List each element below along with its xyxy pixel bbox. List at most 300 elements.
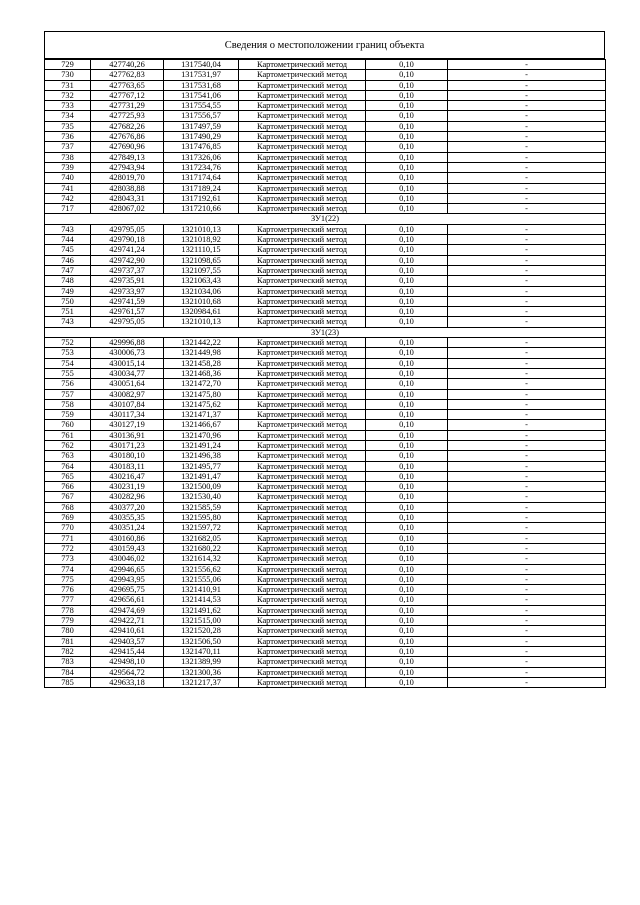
description-cell: -: [448, 616, 606, 626]
description-cell: -: [448, 152, 606, 162]
x-coordinate-cell: 430082,97: [91, 389, 164, 399]
point-number-cell: 768: [45, 502, 91, 512]
table-row: [45, 132, 606, 142]
accuracy-cell: 0,10: [366, 152, 448, 162]
description-cell: -: [448, 101, 606, 111]
table-row: [45, 667, 606, 677]
table-row: [45, 513, 606, 523]
accuracy-cell: 0,10: [366, 60, 448, 70]
method-cell: Картометрический метод: [239, 616, 366, 626]
table-row: [45, 70, 606, 80]
point-number-cell: 770: [45, 523, 91, 533]
description-cell: -: [448, 276, 606, 286]
method-cell: Картометрический метод: [239, 492, 366, 502]
table-row: [45, 121, 606, 131]
table-row: [45, 111, 606, 121]
description-cell: -: [448, 358, 606, 368]
method-cell: Картометрический метод: [239, 636, 366, 646]
y-coordinate-cell: 1321515,00: [164, 616, 239, 626]
description-cell: -: [448, 461, 606, 471]
description-cell: -: [448, 80, 606, 90]
method-cell: Картометрический метод: [239, 389, 366, 399]
accuracy-cell: 0,10: [366, 101, 448, 111]
y-coordinate-cell: 1317174,64: [164, 173, 239, 183]
description-cell: -: [448, 636, 606, 646]
accuracy-cell: 0,10: [366, 523, 448, 533]
point-number-cell: 754: [45, 358, 91, 368]
x-coordinate-cell: 429741,59: [91, 296, 164, 306]
y-coordinate-cell: 1321449,98: [164, 348, 239, 358]
x-coordinate-cell: 430159,43: [91, 543, 164, 553]
point-number-cell: 737: [45, 142, 91, 152]
table-row: [45, 492, 606, 502]
accuracy-cell: 0,10: [366, 389, 448, 399]
y-coordinate-cell: 1321471,37: [164, 410, 239, 420]
y-coordinate-cell: 1317556,57: [164, 111, 239, 121]
y-coordinate-cell: 1321414,53: [164, 595, 239, 605]
method-cell: Картометрический метод: [239, 451, 366, 461]
method-cell: Картометрический метод: [239, 461, 366, 471]
point-number-cell: 758: [45, 399, 91, 409]
y-coordinate-cell: 1321010,68: [164, 296, 239, 306]
point-number-cell: 769: [45, 513, 91, 523]
x-coordinate-cell: 430046,02: [91, 554, 164, 564]
x-coordinate-cell: 428038,88: [91, 183, 164, 193]
table-row: [45, 60, 606, 70]
table-row: [45, 348, 606, 358]
method-cell: Картометрический метод: [239, 667, 366, 677]
x-coordinate-cell: 429633,18: [91, 677, 164, 687]
method-cell: Картометрический метод: [239, 265, 366, 275]
y-coordinate-cell: 1321034,06: [164, 286, 239, 296]
y-coordinate-cell: 1321110,15: [164, 245, 239, 255]
table-row: [45, 265, 606, 275]
table-row: [45, 451, 606, 461]
description-cell: -: [448, 224, 606, 234]
x-coordinate-cell: 427943,94: [91, 162, 164, 172]
table-row: [45, 616, 606, 626]
method-cell: Картометрический метод: [239, 358, 366, 368]
table-row: [45, 307, 606, 317]
accuracy-cell: 0,10: [366, 90, 448, 100]
method-cell: Картометрический метод: [239, 554, 366, 564]
table-row: [45, 410, 606, 420]
accuracy-cell: 0,10: [366, 265, 448, 275]
method-cell: Картометрический метод: [239, 162, 366, 172]
y-coordinate-cell: 1321614,32: [164, 554, 239, 564]
point-number-cell: 762: [45, 440, 91, 450]
method-cell: Картометрический метод: [239, 286, 366, 296]
x-coordinate-cell: 428067,02: [91, 204, 164, 214]
section-header-row: [45, 214, 606, 224]
method-cell: Картометрический метод: [239, 379, 366, 389]
point-number-cell: 731: [45, 80, 91, 90]
x-coordinate-cell: 429735,91: [91, 276, 164, 286]
x-coordinate-cell: 429996,88: [91, 338, 164, 348]
accuracy-cell: 0,10: [366, 193, 448, 203]
description-cell: -: [448, 338, 606, 348]
description-cell: -: [448, 204, 606, 214]
description-cell: -: [448, 513, 606, 523]
accuracy-cell: 0,10: [366, 348, 448, 358]
y-coordinate-cell: 1321217,37: [164, 677, 239, 687]
table-row: [45, 80, 606, 90]
description-cell: -: [448, 317, 606, 327]
accuracy-cell: 0,10: [366, 461, 448, 471]
y-coordinate-cell: 1321097,55: [164, 265, 239, 275]
description-cell: -: [448, 554, 606, 564]
table-row: [45, 399, 606, 409]
x-coordinate-cell: 429737,37: [91, 265, 164, 275]
boundary-coordinates-table: [44, 59, 606, 688]
x-coordinate-cell: 428019,70: [91, 173, 164, 183]
point-number-cell: 767: [45, 492, 91, 502]
method-cell: Картометрический метод: [239, 255, 366, 265]
method-cell: Картометрический метод: [239, 235, 366, 245]
description-cell: -: [448, 132, 606, 142]
method-cell: Картометрический метод: [239, 90, 366, 100]
y-coordinate-cell: 1317490,29: [164, 132, 239, 142]
table-row: [45, 204, 606, 214]
accuracy-cell: 0,10: [366, 338, 448, 348]
point-number-cell: 759: [45, 410, 91, 420]
table-row: [45, 255, 606, 265]
y-coordinate-cell: 1321410,91: [164, 585, 239, 595]
point-number-cell: 779: [45, 616, 91, 626]
y-coordinate-cell: 1317476,85: [164, 142, 239, 152]
method-cell: Картометрический метод: [239, 502, 366, 512]
section-header-row: [45, 327, 606, 337]
x-coordinate-cell: 427762,83: [91, 70, 164, 80]
point-number-cell: 765: [45, 471, 91, 481]
accuracy-cell: 0,10: [366, 564, 448, 574]
method-cell: Картометрический метод: [239, 368, 366, 378]
description-cell: -: [448, 492, 606, 502]
method-cell: Картометрический метод: [239, 595, 366, 605]
y-coordinate-cell: 1321098,65: [164, 255, 239, 265]
method-cell: Картометрический метод: [239, 677, 366, 687]
accuracy-cell: 0,10: [366, 533, 448, 543]
method-cell: Картометрический метод: [239, 430, 366, 440]
method-cell: Картометрический метод: [239, 533, 366, 543]
description-cell: -: [448, 595, 606, 605]
x-coordinate-cell: 429761,57: [91, 307, 164, 317]
accuracy-cell: 0,10: [366, 420, 448, 430]
description-cell: -: [448, 605, 606, 615]
x-coordinate-cell: 428043,31: [91, 193, 164, 203]
table-row: [45, 193, 606, 203]
accuracy-cell: 0,10: [366, 173, 448, 183]
method-cell: Картометрический метод: [239, 307, 366, 317]
y-coordinate-cell: 1317541,06: [164, 90, 239, 100]
method-cell: Картометрический метод: [239, 173, 366, 183]
point-number-cell: 760: [45, 420, 91, 430]
method-cell: Картометрический метод: [239, 471, 366, 481]
y-coordinate-cell: 1321682,05: [164, 533, 239, 543]
x-coordinate-cell: 429733,97: [91, 286, 164, 296]
x-coordinate-cell: 429422,71: [91, 616, 164, 626]
method-cell: Картометрический метод: [239, 543, 366, 553]
accuracy-cell: 0,10: [366, 235, 448, 245]
description-cell: -: [448, 70, 606, 80]
y-coordinate-cell: 1317326,06: [164, 152, 239, 162]
description-cell: -: [448, 399, 606, 409]
method-cell: Картометрический метод: [239, 605, 366, 615]
point-number-cell: 756: [45, 379, 91, 389]
x-coordinate-cell: 430015,14: [91, 358, 164, 368]
accuracy-cell: 0,10: [366, 554, 448, 564]
point-number-cell: 739: [45, 162, 91, 172]
method-cell: Картометрический метод: [239, 317, 366, 327]
point-number-cell: 748: [45, 276, 91, 286]
y-coordinate-cell: 1321500,09: [164, 482, 239, 492]
description-cell: -: [448, 90, 606, 100]
accuracy-cell: 0,10: [366, 646, 448, 656]
x-coordinate-cell: 430180,10: [91, 451, 164, 461]
y-coordinate-cell: 1317531,97: [164, 70, 239, 80]
table-row: [45, 358, 606, 368]
table-row: [45, 296, 606, 306]
table-row: [45, 420, 606, 430]
x-coordinate-cell: 429498,10: [91, 657, 164, 667]
table-row: [45, 626, 606, 636]
y-coordinate-cell: 1321556,62: [164, 564, 239, 574]
table-row: [45, 585, 606, 595]
table-row: [45, 224, 606, 234]
y-coordinate-cell: 1321442,22: [164, 338, 239, 348]
point-number-cell: 782: [45, 646, 91, 656]
table-row: [45, 101, 606, 111]
y-coordinate-cell: 1321468,36: [164, 368, 239, 378]
accuracy-cell: 0,10: [366, 204, 448, 214]
table-row: [45, 657, 606, 667]
description-cell: -: [448, 368, 606, 378]
description-cell: -: [448, 173, 606, 183]
x-coordinate-cell: 427767,12: [91, 90, 164, 100]
point-number-cell: 741: [45, 183, 91, 193]
accuracy-cell: 0,10: [366, 574, 448, 584]
table-row: [45, 595, 606, 605]
y-coordinate-cell: 1321470,96: [164, 430, 239, 440]
x-coordinate-cell: 430051,64: [91, 379, 164, 389]
point-number-cell: 732: [45, 90, 91, 100]
x-coordinate-cell: 427690,96: [91, 142, 164, 152]
y-coordinate-cell: 1321506,50: [164, 636, 239, 646]
accuracy-cell: 0,10: [366, 440, 448, 450]
table-row: [45, 523, 606, 533]
point-number-cell: 729: [45, 60, 91, 70]
method-cell: Картометрический метод: [239, 245, 366, 255]
x-coordinate-cell: 429695,75: [91, 585, 164, 595]
description-cell: -: [448, 657, 606, 667]
y-coordinate-cell: 1317497,59: [164, 121, 239, 131]
x-coordinate-cell: 429795,05: [91, 317, 164, 327]
point-number-cell: 734: [45, 111, 91, 121]
table-row: [45, 574, 606, 584]
accuracy-cell: 0,10: [366, 410, 448, 420]
point-number-cell: 766: [45, 482, 91, 492]
y-coordinate-cell: 1321018,92: [164, 235, 239, 245]
description-cell: -: [448, 111, 606, 121]
y-coordinate-cell: 1317234,76: [164, 162, 239, 172]
y-coordinate-cell: 1321555,06: [164, 574, 239, 584]
accuracy-cell: 0,10: [366, 70, 448, 80]
accuracy-cell: 0,10: [366, 430, 448, 440]
description-cell: -: [448, 667, 606, 677]
point-number-cell: 772: [45, 543, 91, 553]
point-number-cell: 738: [45, 152, 91, 162]
x-coordinate-cell: 430107,84: [91, 399, 164, 409]
x-coordinate-cell: 429656,61: [91, 595, 164, 605]
point-number-cell: 730: [45, 70, 91, 80]
y-coordinate-cell: 1321496,38: [164, 451, 239, 461]
table-row: [45, 646, 606, 656]
x-coordinate-cell: 429410,61: [91, 626, 164, 636]
y-coordinate-cell: 1321585,59: [164, 502, 239, 512]
x-coordinate-cell: 430216,47: [91, 471, 164, 481]
table-row: [45, 235, 606, 245]
accuracy-cell: 0,10: [366, 121, 448, 131]
accuracy-cell: 0,10: [366, 224, 448, 234]
document-page: [44, 31, 605, 688]
table-row: [45, 461, 606, 471]
x-coordinate-cell: 430183,11: [91, 461, 164, 471]
x-coordinate-cell: 429403,57: [91, 636, 164, 646]
description-cell: -: [448, 440, 606, 450]
table-row: [45, 636, 606, 646]
table-row: [45, 554, 606, 564]
table-row: [45, 152, 606, 162]
method-cell: Картометрический метод: [239, 142, 366, 152]
description-cell: -: [448, 193, 606, 203]
x-coordinate-cell: 430171,23: [91, 440, 164, 450]
point-number-cell: 740: [45, 173, 91, 183]
y-coordinate-cell: 1321595,80: [164, 513, 239, 523]
method-cell: Картометрический метод: [239, 101, 366, 111]
method-cell: Картометрический метод: [239, 152, 366, 162]
description-cell: -: [448, 626, 606, 636]
accuracy-cell: 0,10: [366, 513, 448, 523]
y-coordinate-cell: 1321063,43: [164, 276, 239, 286]
y-coordinate-cell: 1321389,99: [164, 657, 239, 667]
y-coordinate-cell: 1320984,61: [164, 307, 239, 317]
point-number-cell: 781: [45, 636, 91, 646]
y-coordinate-cell: 1321470,11: [164, 646, 239, 656]
x-coordinate-cell: 427731,29: [91, 101, 164, 111]
table-row: [45, 90, 606, 100]
accuracy-cell: 0,10: [366, 296, 448, 306]
y-coordinate-cell: 1321495,77: [164, 461, 239, 471]
description-cell: -: [448, 142, 606, 152]
description-cell: -: [448, 183, 606, 193]
description-cell: -: [448, 677, 606, 687]
x-coordinate-cell: 427740,26: [91, 60, 164, 70]
method-cell: Картометрический метод: [239, 224, 366, 234]
accuracy-cell: 0,10: [366, 162, 448, 172]
x-coordinate-cell: 427725,93: [91, 111, 164, 121]
method-cell: Картометрический метод: [239, 183, 366, 193]
x-coordinate-cell: 430034,77: [91, 368, 164, 378]
point-number-cell: 744: [45, 235, 91, 245]
description-cell: -: [448, 482, 606, 492]
y-coordinate-cell: 1321466,67: [164, 420, 239, 430]
table-title: Сведения о местоположении границ объекта: [44, 31, 605, 59]
method-cell: Картометрический метод: [239, 440, 366, 450]
table-row: [45, 276, 606, 286]
point-number-cell: 746: [45, 255, 91, 265]
point-number-cell: 771: [45, 533, 91, 543]
y-coordinate-cell: 1321475,80: [164, 389, 239, 399]
x-coordinate-cell: 429564,72: [91, 667, 164, 677]
point-number-cell: 783: [45, 657, 91, 667]
description-cell: -: [448, 451, 606, 461]
method-cell: Картометрический метод: [239, 60, 366, 70]
description-cell: -: [448, 543, 606, 553]
method-cell: Картометрический метод: [239, 276, 366, 286]
accuracy-cell: 0,10: [366, 80, 448, 90]
table-row: [45, 286, 606, 296]
accuracy-cell: 0,10: [366, 605, 448, 615]
y-coordinate-cell: 1321010,13: [164, 224, 239, 234]
table-row: [45, 183, 606, 193]
x-coordinate-cell: 430355,35: [91, 513, 164, 523]
point-number-cell: 733: [45, 101, 91, 111]
point-number-cell: 775: [45, 574, 91, 584]
y-coordinate-cell: 1317189,24: [164, 183, 239, 193]
accuracy-cell: 0,10: [366, 471, 448, 481]
accuracy-cell: 0,10: [366, 132, 448, 142]
point-number-cell: 753: [45, 348, 91, 358]
point-number-cell: 755: [45, 368, 91, 378]
accuracy-cell: 0,10: [366, 183, 448, 193]
point-number-cell: 785: [45, 677, 91, 687]
table-row: [45, 543, 606, 553]
x-coordinate-cell: 427849,13: [91, 152, 164, 162]
accuracy-cell: 0,10: [366, 595, 448, 605]
description-cell: -: [448, 348, 606, 358]
point-number-cell: 745: [45, 245, 91, 255]
point-number-cell: 780: [45, 626, 91, 636]
method-cell: Картометрический метод: [239, 399, 366, 409]
point-number-cell: 752: [45, 338, 91, 348]
y-coordinate-cell: 1321597,72: [164, 523, 239, 533]
table-row: [45, 430, 606, 440]
point-number-cell: 761: [45, 430, 91, 440]
description-cell: -: [448, 235, 606, 245]
y-coordinate-cell: 1321491,47: [164, 471, 239, 481]
description-cell: -: [448, 255, 606, 265]
accuracy-cell: 0,10: [366, 502, 448, 512]
description-cell: -: [448, 471, 606, 481]
accuracy-cell: 0,10: [366, 399, 448, 409]
description-cell: -: [448, 389, 606, 399]
accuracy-cell: 0,10: [366, 543, 448, 553]
accuracy-cell: 0,10: [366, 317, 448, 327]
table-row: [45, 389, 606, 399]
point-number-cell: 742: [45, 193, 91, 203]
description-cell: -: [448, 245, 606, 255]
method-cell: Картометрический метод: [239, 513, 366, 523]
x-coordinate-cell: 429741,24: [91, 245, 164, 255]
table-row: [45, 502, 606, 512]
method-cell: Картометрический метод: [239, 70, 366, 80]
y-coordinate-cell: 1321010,13: [164, 317, 239, 327]
accuracy-cell: 0,10: [366, 451, 448, 461]
description-cell: -: [448, 420, 606, 430]
method-cell: Картометрический метод: [239, 410, 366, 420]
table-row: [45, 338, 606, 348]
point-number-cell: 763: [45, 451, 91, 461]
